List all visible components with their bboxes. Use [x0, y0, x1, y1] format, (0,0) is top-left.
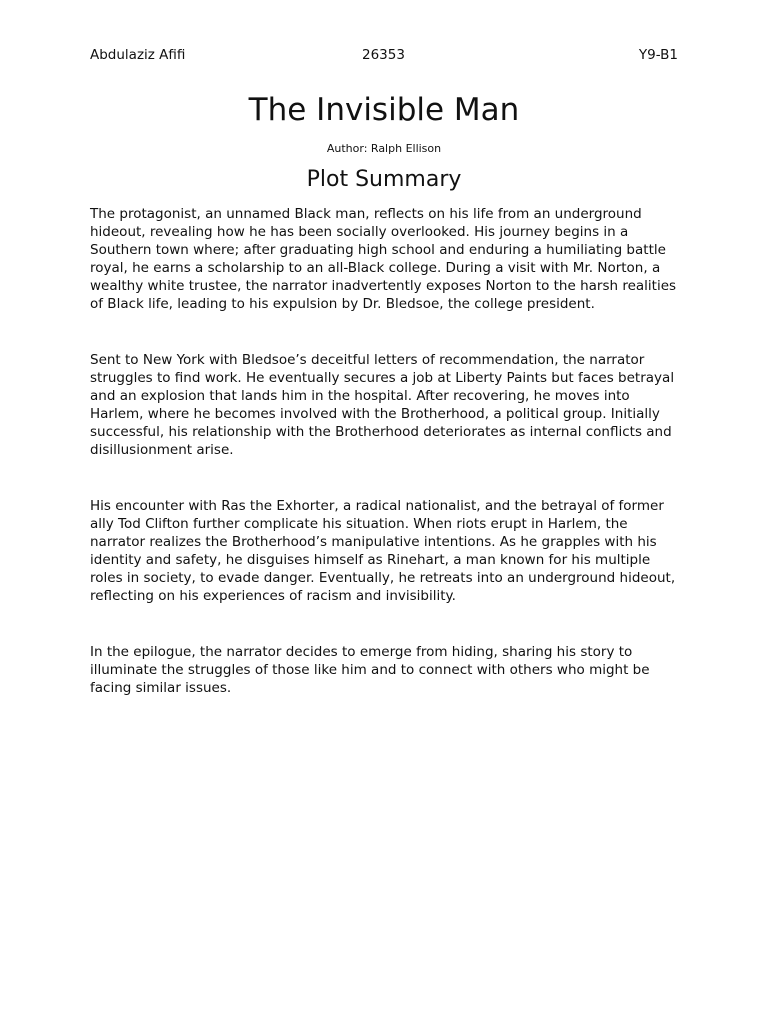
author-line: Author: Ralph Ellison [326, 142, 442, 155]
summary-body [90, 205, 680, 735]
paragraph: In the epilogue, the narrator decides to emerge from hiding, sharing his story to illuminate the struggles of those like him and to connect with others who might be facing similar issues. [90, 644, 650, 696]
paragraph: Sent to New York with Bledsoe’s deceitful letters of recommendation, the narrator struggles to find work. He eventually secures a job at Liberty Paints but faces betrayal and an explosion that lands him in the hospital. After recovering, he moves into Harlem, where he becomes involved with the Brotherhood, a political group. Initially successful, his relationship with the Brotherhood deteriorates as internal conflicts and disillusionment arise. [90, 352, 675, 458]
student-id: 26353 [362, 47, 405, 63]
document-title: The Invisible Man [248, 92, 520, 128]
page-header [90, 46, 678, 64]
student-name: Abdulaziz Afifi [90, 47, 186, 63]
section-heading: Plot Summary [306, 167, 462, 192]
class-code: Y9-B1 [638, 47, 678, 63]
paragraph: The protagonist, an unnamed Black man, reflects on his life from an underground hideout, revealing how he has been socially overlooked. His journey begins in a Southern town where; after graduating high school and enduring a humiliating battle royal, he earns a scholarship to an all-Black college. During a visit with Mr. Norton, a wealthy white trustee, the narrator inadvertently exposes Norton to the harsh realities of Black life, leading to his expulsion by Dr. Bledsoe, the college president. [90, 206, 677, 312]
paragraph: His encounter with Ras the Exhorter, a radical nationalist, and the betrayal of former ally Tod Clifton further complicate his situation. When riots erupt in Harlem, the narrator realizes the Brotherhood’s manipulative intentions. As he grapples with his identity and safety, he disguises himself as Rinehart, a man known for his multiple roles in society, to evade danger. Eventually, he retreats into an underground hideout, reflecting on his experiences of racism and invisibility. [90, 498, 676, 604]
